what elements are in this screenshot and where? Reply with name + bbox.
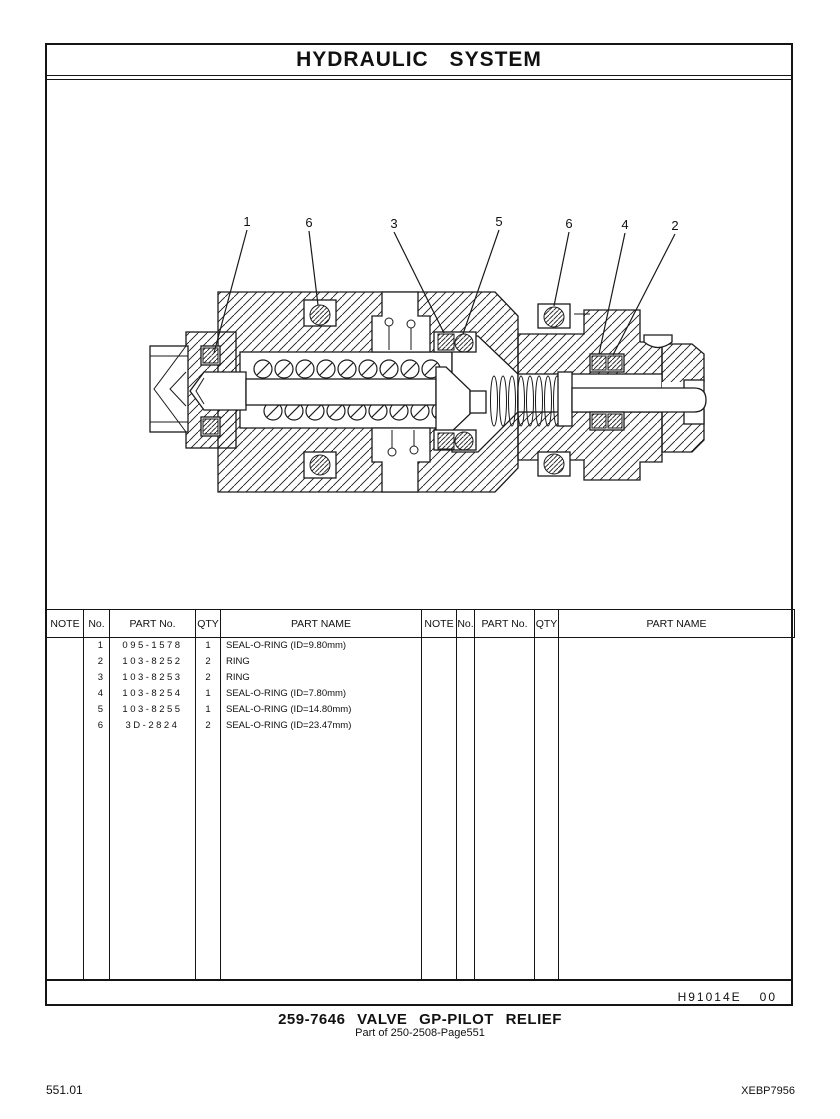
col-header-note: NOTE — [422, 610, 457, 638]
col-header-partname: PART NAME — [559, 610, 795, 638]
table-cell-qty: 1 — [196, 638, 221, 654]
table-cell-name: RING — [221, 670, 422, 686]
table-cell-qty: 2 — [196, 670, 221, 686]
table-cell-note — [47, 654, 84, 670]
page-title: HYDRAULIC SYSTEM — [47, 45, 791, 76]
table-cell-qty: 1 — [196, 686, 221, 702]
doc-revision: 00 — [759, 990, 777, 1004]
table-cell-part_no: 103-8252 — [110, 654, 196, 670]
table-cell-qty: 1 — [196, 702, 221, 718]
table-bottom-rule — [47, 979, 791, 981]
col-header-partname: PART NAME — [221, 610, 422, 638]
table-cell-part_no: 103-8253 — [110, 670, 196, 686]
table-cell-name: SEAL-O-RING (ID=9.80mm) — [221, 638, 422, 654]
table-filler — [221, 734, 422, 980]
table-cell-part_no: 3D-2824 — [110, 718, 196, 734]
title-double-rule — [47, 79, 791, 80]
col-header-no: No. — [457, 610, 475, 638]
col-header-partno: PART No. — [110, 610, 196, 638]
callout-label-6: 6 — [305, 215, 313, 230]
doc-code — [678, 990, 777, 1004]
table-cell-name: SEAL-O-RING (ID=14.80mm) — [221, 702, 422, 718]
table-filler — [422, 638, 457, 980]
table-cell-part_no: 103-8254 — [110, 686, 196, 702]
table-filler — [84, 734, 110, 980]
parts-table-left — [47, 609, 422, 979]
parts-table-right — [422, 609, 795, 979]
col-header-no: No. — [84, 610, 110, 638]
callout-label-5: 5 — [495, 214, 503, 229]
table-cell-part_no: 095-1578 — [110, 638, 196, 654]
table-filler — [559, 638, 795, 980]
col-header-qty: QTY — [196, 610, 221, 638]
doc-number: H91014E — [677, 990, 742, 1004]
figure-caption: 259-7646 VALVE GP-PILOT RELIEF — [278, 1011, 562, 1028]
callout-label-1: 1 — [243, 214, 251, 229]
page-frame — [45, 43, 793, 1006]
table-cell-no: 5 — [84, 702, 110, 718]
col-header-qty: QTY — [535, 610, 559, 638]
table-cell-qty: 2 — [196, 654, 221, 670]
table-cell-note — [47, 718, 84, 734]
callout-label-6: 6 — [565, 216, 573, 231]
callout-label-4: 4 — [621, 217, 629, 232]
table-filler — [535, 638, 559, 980]
col-header-note: NOTE — [47, 610, 84, 638]
media-number: XEBP7956 — [741, 1085, 795, 1097]
table-filler — [196, 734, 221, 980]
table-cell-qty: 2 — [196, 718, 221, 734]
table-cell-no: 3 — [84, 670, 110, 686]
table-cell-no: 1 — [84, 638, 110, 654]
table-cell-name: RING — [221, 654, 422, 670]
table-cell-no: 2 — [84, 654, 110, 670]
figure-caption-sub: Part of 250-2508-Page551 — [355, 1027, 485, 1039]
callout-label-2: 2 — [671, 218, 679, 233]
table-filler — [110, 734, 196, 980]
table-filler — [47, 734, 84, 980]
callout-label-3: 3 — [390, 216, 398, 231]
table-cell-note — [47, 638, 84, 654]
table-cell-note — [47, 670, 84, 686]
page-number: 551.01 — [46, 1083, 83, 1097]
table-cell-name: SEAL-O-RING (ID=7.80mm) — [221, 686, 422, 702]
col-header-partno: PART No. — [475, 610, 535, 638]
table-cell-no: 6 — [84, 718, 110, 734]
table-cell-note — [47, 686, 84, 702]
table-cell-name: SEAL-O-RING (ID=23.47mm) — [221, 718, 422, 734]
table-cell-part_no: 103-8255 — [110, 702, 196, 718]
table-cell-no: 4 — [84, 686, 110, 702]
table-filler — [475, 638, 535, 980]
table-cell-note — [47, 702, 84, 718]
table-filler — [457, 638, 475, 980]
